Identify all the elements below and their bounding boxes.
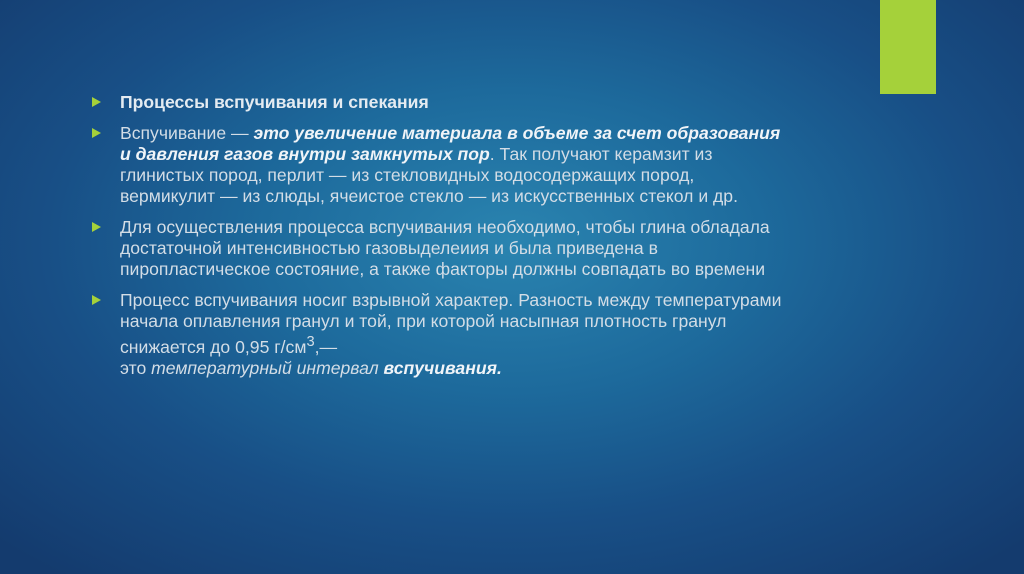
bullet-conditions xyxy=(92,217,792,280)
heading-text: Процессы вспучивания и спекания xyxy=(120,92,429,112)
conditions-text: Для осуществления процесса вспучивания необходимо, чтобы глина обладала достаточной интенсивностью газовыделеиия и была приведена в пиропластическое состояние, а также факторы должны совпадать во времени xyxy=(120,217,770,279)
slide-content xyxy=(92,92,792,389)
bullet-interval xyxy=(92,290,792,379)
interval-bold-italic: вспучивания. xyxy=(383,357,502,378)
triangle-bullet-icon xyxy=(92,97,101,107)
interval-italic: температурный интервал xyxy=(151,357,384,378)
definition-tail: . Так получают керамзит из глинистых пород, перлит — из стекловидных водосодержащих пород, вермикулит — из слюды, ячеистое стекло — из искусственных стекол и др. xyxy=(120,144,738,206)
interval-lead: Процесс вспучивания носиг взрывной характер. Разность между температурами начала оплавления гранул и той, при которой насыпная плотность гранул снижается до 0,95 г/см xyxy=(120,290,782,357)
accent-bar xyxy=(880,0,936,94)
bullet-heading xyxy=(92,92,792,113)
definition-lead: Вспучивание — xyxy=(120,123,254,143)
bullet-definition xyxy=(92,123,792,207)
triangle-bullet-icon xyxy=(92,128,101,138)
definition-emphasis: это увеличение материала в объеме за счет образования и давления газов внутри замкнутых пор xyxy=(120,123,781,164)
interval-superscript: 3 xyxy=(306,334,315,350)
triangle-bullet-icon xyxy=(92,295,101,305)
interval-line-start: это xyxy=(120,357,152,378)
triangle-bullet-icon xyxy=(92,222,101,232)
interval-dash: ,— xyxy=(314,336,338,357)
